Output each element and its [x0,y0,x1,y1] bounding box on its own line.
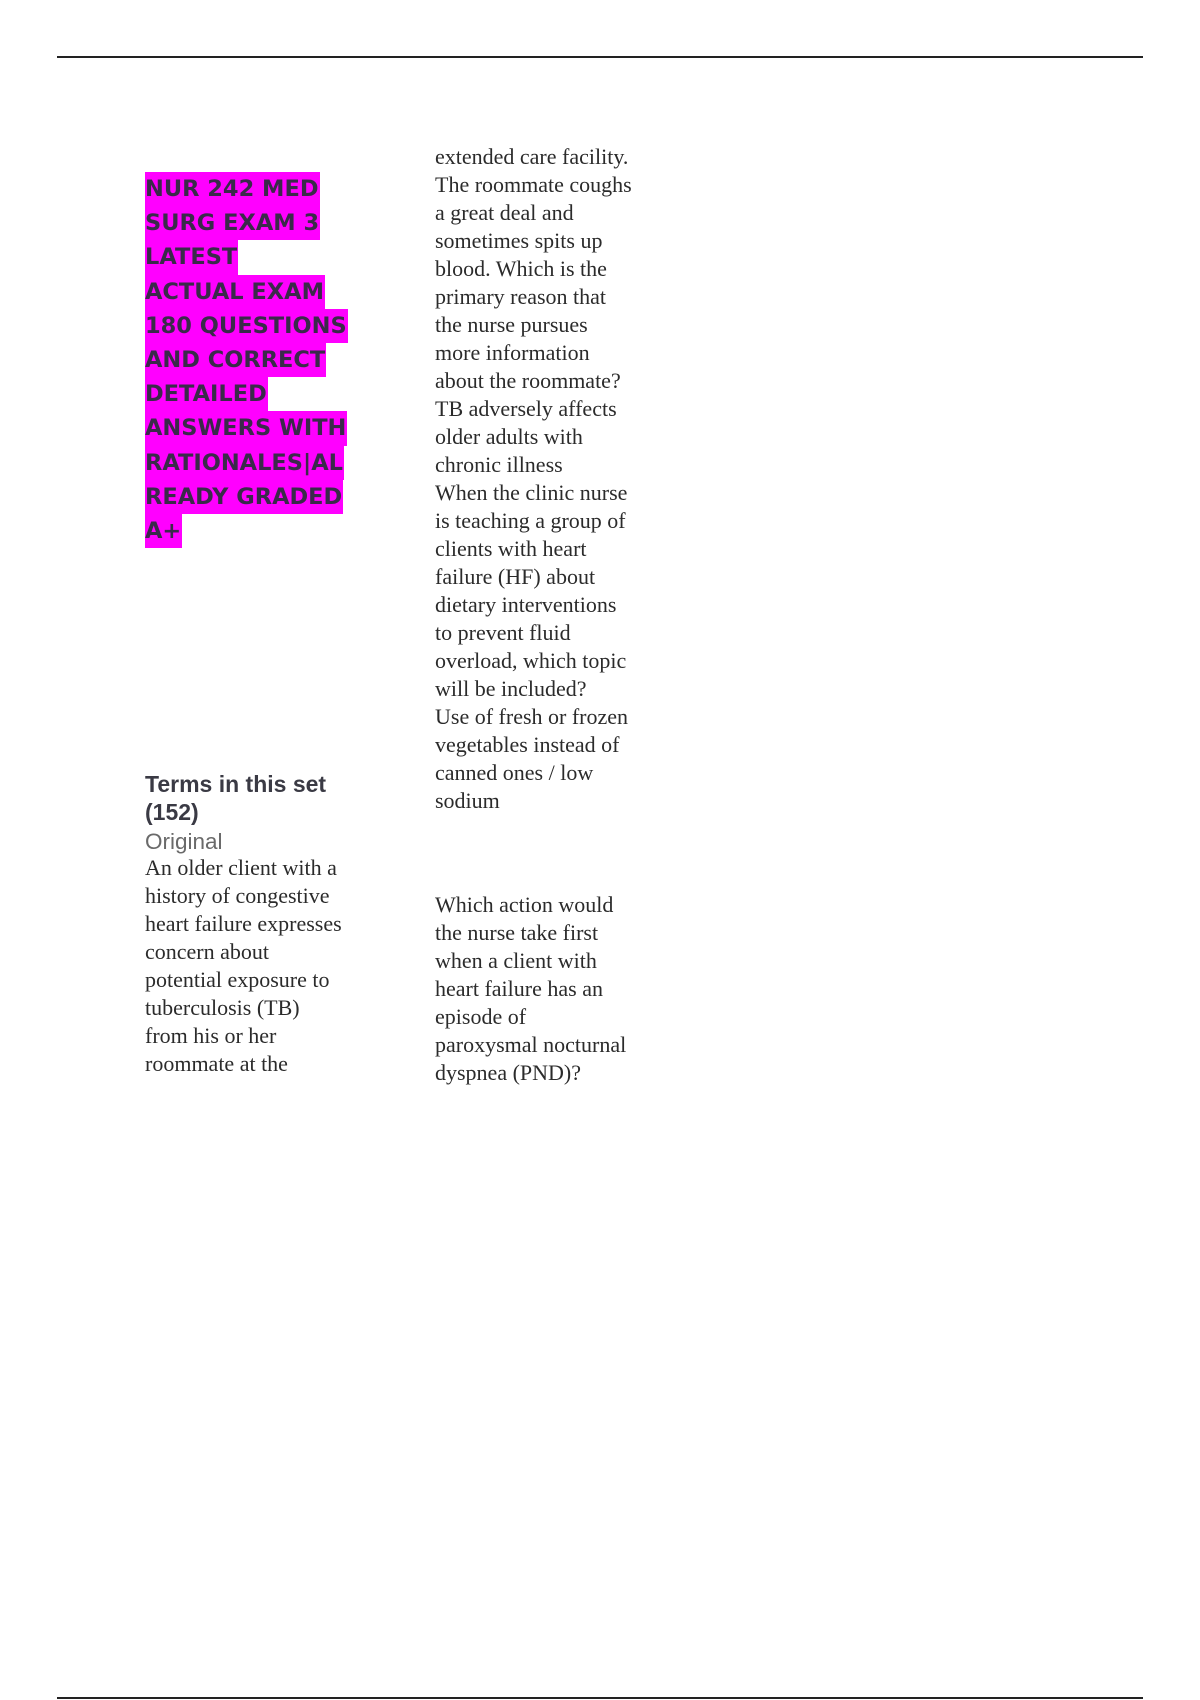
right-column [435,143,675,815]
terms-heading: Terms in this set (152) [145,771,327,825]
title-line: SURG EXAM 3 [145,206,320,240]
question-1-continued: extended care facility. The roommate coughs a great deal and sometimes spits up blood. Which is the primary reason that the nurse pursues more information about the roommate? [435,144,632,393]
document-title [145,172,380,548]
title-line: READY GRADED [145,480,343,514]
title-line: ANSWERS WITH [145,411,347,445]
title-line: RATIONALES|AL [145,446,344,480]
title-line: NUR 242 MED [145,172,320,206]
answer-2: Use of fresh or frozen vegetables instead of canned ones / low sodium [435,704,629,813]
title-line: AND CORRECT [145,343,326,377]
title-line: DETAILED [145,377,268,411]
bottom-rule [57,1697,1143,1699]
question-3: Which action would the nurse take first when a client with heart failure has an episode of paroxysmal nocturnal dyspnea (PND)? [435,892,627,1085]
question-1-start: An older client with a history of congestive heart failure expresses concern about potential exposure to tuberculosis (TB) from his or her roommate at the [145,855,342,1076]
title-line: 180 QUESTIONS [145,309,348,343]
title-line: LATEST [145,240,238,274]
question-2: When the clinic nurse is teaching a group of clients with heart failure (HF) about dietary interventions to prevent fluid overload, which topic will be included? [435,480,628,701]
top-rule [57,56,1143,58]
original-label: Original [145,829,223,854]
title-block [145,172,380,548]
answer-1: TB adversely affects older adults with chronic illness [435,396,617,477]
title-line: ACTUAL EXAM [145,275,325,309]
title-line: A+ [145,514,182,548]
